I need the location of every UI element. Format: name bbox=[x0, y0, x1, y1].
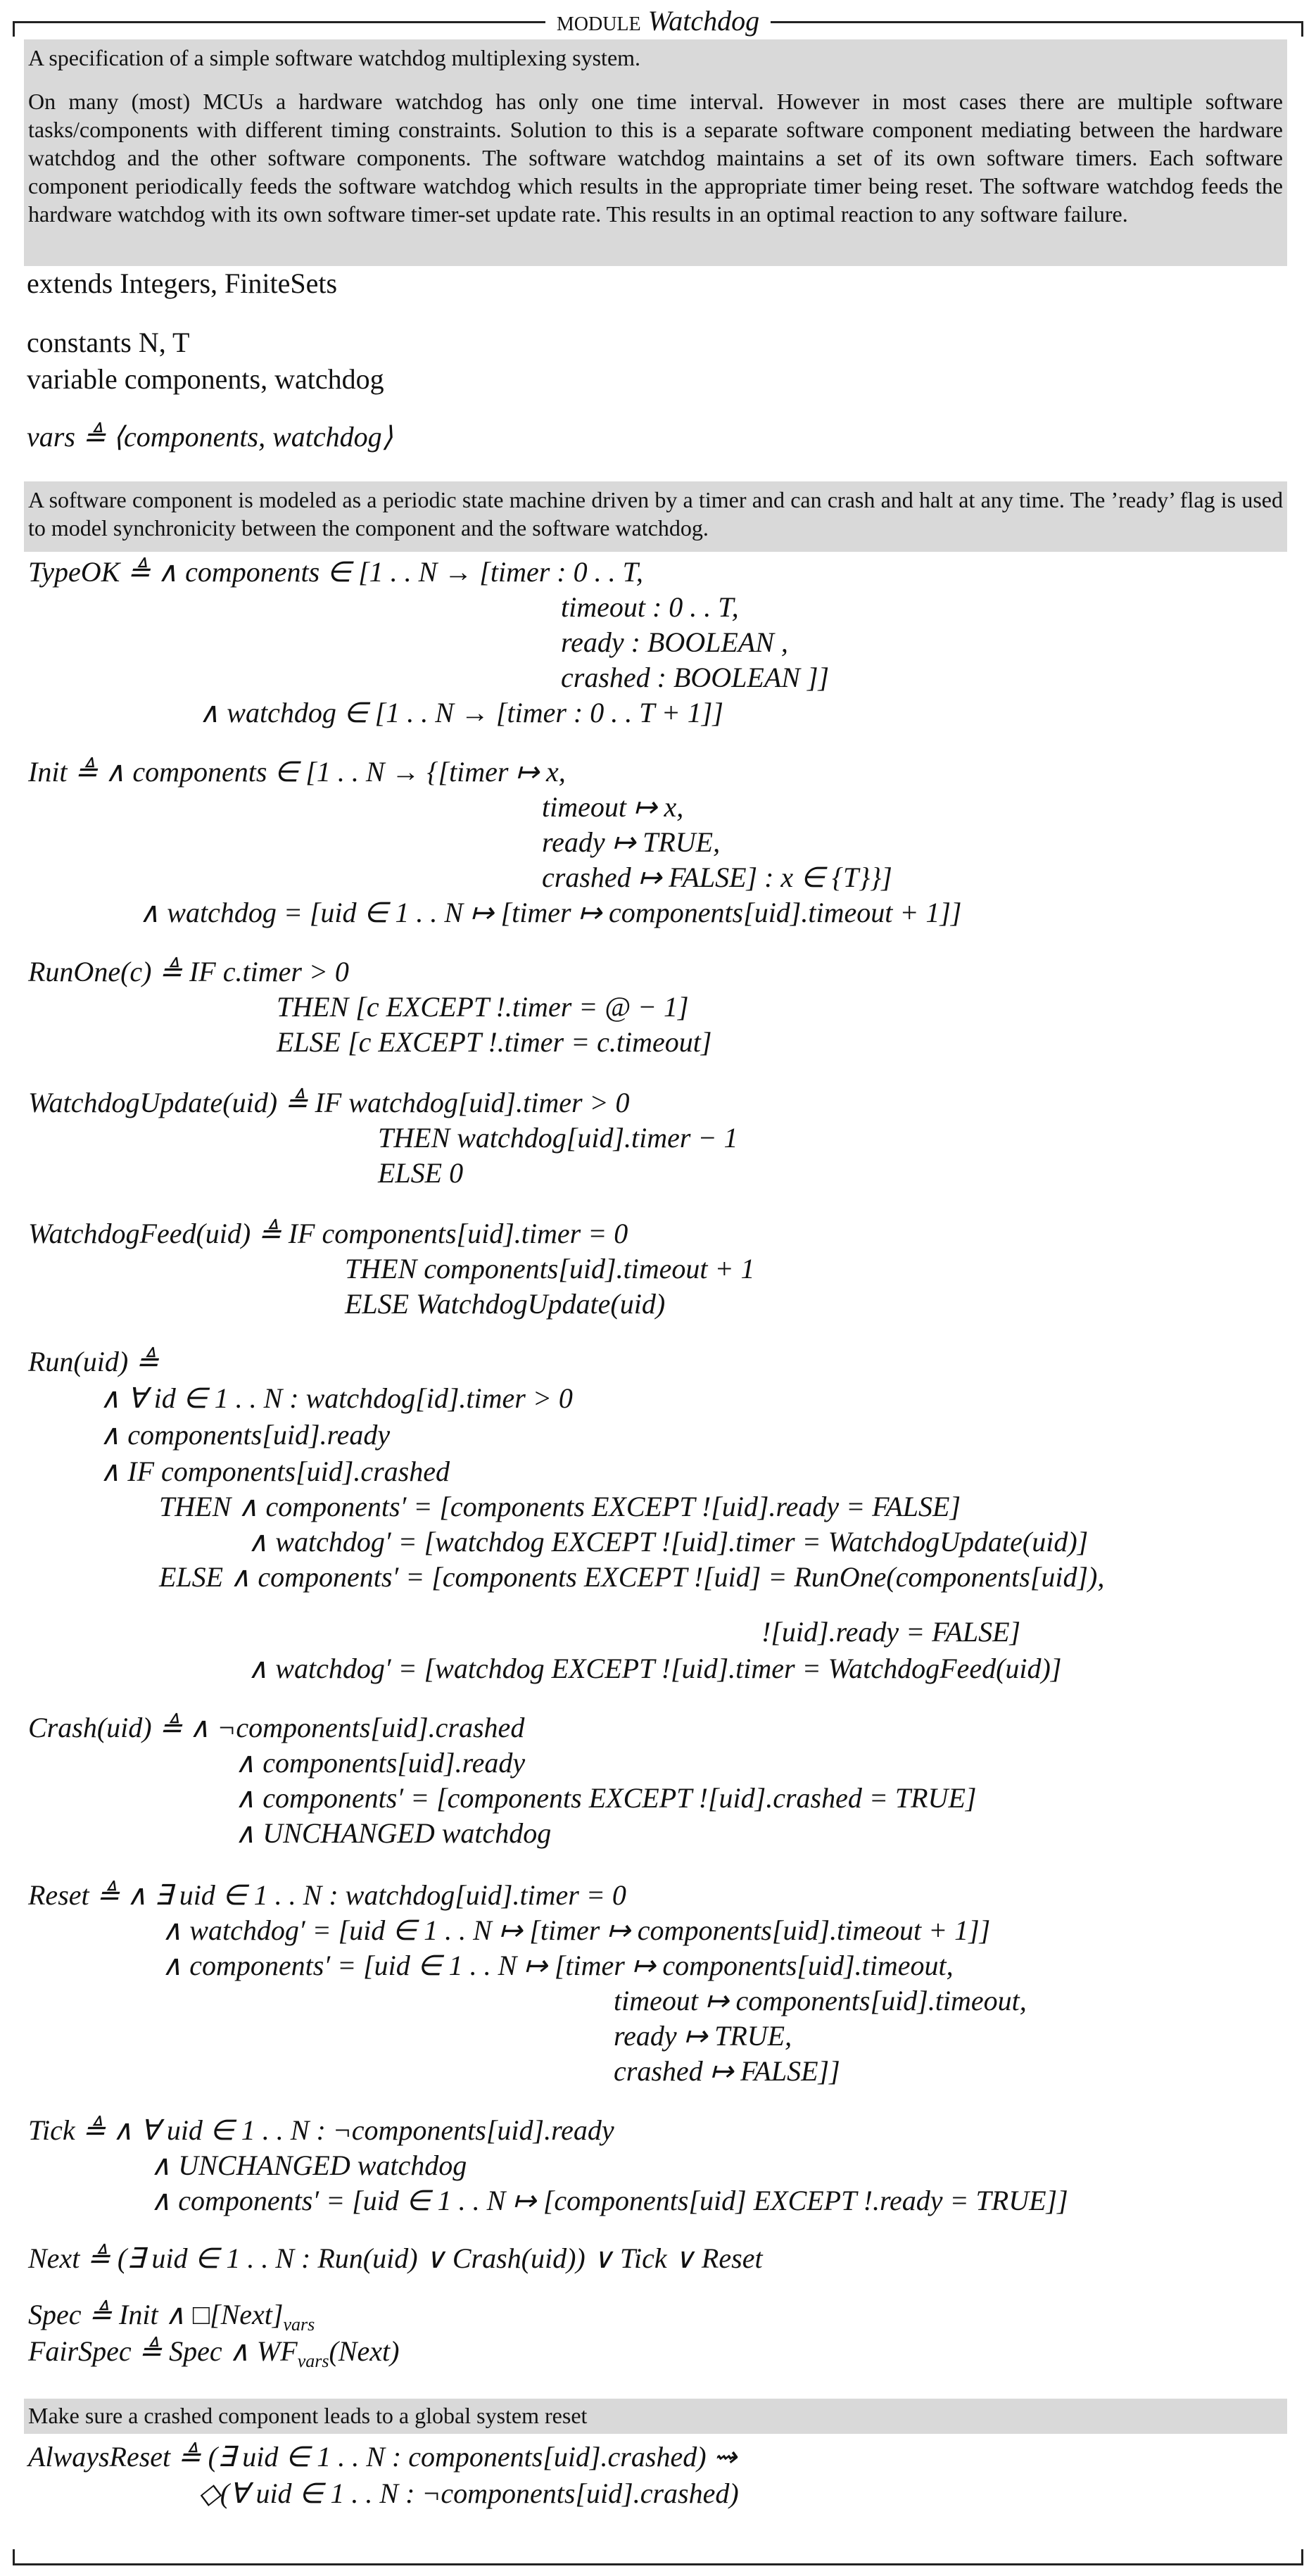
run-line-3: ∧ components[uid].ready bbox=[100, 1419, 391, 1451]
init-line-4: crashed ↦ FALSE] : x ∈ {T}}] bbox=[542, 861, 892, 893]
reset-comment-text: Make sure a crashed component leads to a global system reset bbox=[28, 2403, 588, 2428]
typeok-line-2: timeout : 0 . . T, bbox=[561, 591, 739, 623]
reset-line-5: ready ↦ TRUE, bbox=[614, 2020, 792, 2052]
module-name: Watchdog bbox=[647, 5, 760, 37]
run-line-9: ∧ watchdog′ = [watchdog EXCEPT ![uid].timer = WatchdogFeed(uid)] bbox=[248, 1653, 1062, 1684]
fairspec-main: FairSpec ≜ Spec ∧ WF bbox=[28, 2335, 298, 2367]
reset-comment bbox=[24, 2399, 1287, 2434]
wdfeed-line-1: WatchdogFeed(uid) ≜ IF components[uid].timer = 0 bbox=[28, 1218, 628, 1249]
wdfeed-line-3: ELSE WatchdogUpdate(uid) bbox=[345, 1288, 666, 1320]
wdfeed-line-2: THEN components[uid].timeout + 1 bbox=[345, 1253, 755, 1284]
crash-line-4: ∧ UNCHANGED watchdog bbox=[235, 1817, 552, 1849]
run-line-2: ∧ ∀ id ∈ 1 . . N : watchdog[id].timer > 0 bbox=[100, 1382, 573, 1414]
init-line-5: ∧ watchdog = [uid ∈ 1 . . N ↦ [timer ↦ components[uid].timeout + 1]] bbox=[139, 897, 962, 928]
reset-line-2: ∧ watchdog′ = [uid ∈ 1 . . N ↦ [timer ↦ components[uid].timeout + 1]] bbox=[162, 1914, 991, 1946]
typeok-line-5: ∧ watchdog ∈ [1 . . N → [timer : 0 . . T + 1]] bbox=[199, 697, 723, 728]
fairspec-def bbox=[28, 2334, 399, 2379]
reset-line-1: Reset ≜ ∧ ∃ uid ∈ 1 . . N : watchdog[uid].timer = 0 bbox=[28, 1879, 626, 1911]
run-line-1: Run(uid) ≜ bbox=[28, 1346, 159, 1377]
wdupdate-line-1: WatchdogUpdate(uid) ≜ IF watchdog[uid].timer > 0 bbox=[28, 1087, 630, 1118]
module-bottom-rule bbox=[13, 2563, 1303, 2565]
module-bottom-left-tick bbox=[13, 2549, 15, 2565]
constants-decl: constants N, T bbox=[27, 327, 190, 358]
typeok-line-1: TypeOK ≜ ∧ components ∈ [1 . . N → [timer : 0 . . T, bbox=[28, 556, 643, 588]
extends-decl: extends Integers, FiniteSets bbox=[27, 267, 338, 299]
intro-comment bbox=[24, 39, 1287, 266]
alwaysreset-line-1: AlwaysReset ≜ (∃ uid ∈ 1 . . N : components[uid].crashed) ⇝ bbox=[28, 2441, 738, 2473]
crash-line-3: ∧ components′ = [components EXCEPT ![uid].crashed = TRUE] bbox=[235, 1782, 977, 1814]
reset-line-6: crashed ↦ FALSE]] bbox=[614, 2055, 840, 2087]
typeok-line-4: crashed : BOOLEAN ]] bbox=[561, 662, 830, 693]
fairspec-tail: (Next) bbox=[329, 2335, 400, 2367]
alwaysreset-line-2: ◇(∀ uid ∈ 1 . . N : ¬components[uid].crashed) bbox=[198, 2477, 739, 2509]
init-line-2: timeout ↦ x, bbox=[542, 791, 684, 823]
spec-main: Spec ≜ Init ∧ □[Next] bbox=[28, 2299, 284, 2330]
run-line-7: ELSE ∧ components′ = [components EXCEPT ![uid] = RunOne(components[uid]), bbox=[159, 1561, 1105, 1593]
runone-line-2: THEN [c EXCEPT !.timer = @ − 1] bbox=[277, 991, 689, 1023]
spec-subscript: vars bbox=[283, 2314, 315, 2335]
reset-line-4: timeout ↦ components[uid].timeout, bbox=[614, 1985, 1027, 2016]
component-comment bbox=[24, 481, 1287, 552]
crash-line-1: Crash(uid) ≜ ∧ ¬components[uid].crashed bbox=[28, 1712, 525, 1743]
module-header bbox=[0, 1, 1316, 41]
intro-comment-paragraph: On many (most) MCUs a hardware watchdog has only one time interval. However in most cases there are multiple software tasks/components with different timing constraints. Solution to this is a separate software component mediating between the hardware watchdog and the other software components. The software watchdog maintains a set of its own software timers. Each software component periodically feeds the software watchdog which results in the appropriate timer being reset. The software watchdog feeds the hardware watchdog with its own software timer-set update rate. This results in an optimal reaction to any software failure. bbox=[28, 89, 1283, 227]
next-def: Next ≜ (∃ uid ∈ 1 . . N : Run(uid) ∨ Crash(uid)) ∨ Tick ∨ Reset bbox=[28, 2242, 763, 2274]
tick-line-2: ∧ UNCHANGED watchdog bbox=[151, 2149, 467, 2181]
wdupdate-line-2: THEN watchdog[uid].timer − 1 bbox=[378, 1122, 738, 1154]
crash-line-2: ∧ components[uid].ready bbox=[235, 1747, 526, 1779]
intro-comment-line: A specification of a simple software watchdog multiplexing system. bbox=[28, 45, 641, 70]
vars-def: vars ≜ ⟨components, watchdog⟩ bbox=[27, 421, 393, 453]
init-line-1: Init ≜ ∧ components ∈ [1 . . N → {[timer ↦ x, bbox=[28, 756, 566, 788]
runone-line-1: RunOne(c) ≜ IF c.timer > 0 bbox=[28, 956, 349, 987]
fairspec-subscript: vars bbox=[297, 2351, 329, 2371]
run-line-8: ![uid].ready = FALSE] bbox=[761, 1616, 1021, 1648]
tick-line-1: Tick ≜ ∧ ∀ uid ∈ 1 . . N : ¬components[uid].ready bbox=[28, 2114, 614, 2146]
reset-line-3: ∧ components′ = [uid ∈ 1 . . N ↦ [timer ↦ components[uid].timeout, bbox=[162, 1950, 954, 1981]
module-bottom-right-tick bbox=[1301, 2549, 1303, 2565]
module-keyword: module bbox=[556, 5, 641, 37]
component-comment-text: A software component is modeled as a periodic state machine driven by a timer and can crash and halt at any time. The ’ready’ flag is used to model synchronicity between the component and the software watchdog. bbox=[28, 487, 1283, 541]
runone-line-3: ELSE [c EXCEPT !.timer = c.timeout] bbox=[277, 1026, 712, 1058]
variable-decl: variable components, watchdog bbox=[27, 363, 384, 395]
run-line-5: THEN ∧ components′ = [components EXCEPT ![uid].ready = FALSE] bbox=[159, 1491, 961, 1522]
wdupdate-line-3: ELSE 0 bbox=[378, 1157, 464, 1189]
run-line-6: ∧ watchdog′ = [watchdog EXCEPT ![uid].timer = WatchdogUpdate(uid)] bbox=[248, 1526, 1089, 1558]
tick-line-3: ∧ components′ = [uid ∈ 1 . . N ↦ [components[uid] EXCEPT !.ready = TRUE]] bbox=[151, 2185, 1068, 2216]
run-line-4: ∧ IF components[uid].crashed bbox=[100, 1456, 450, 1487]
typeok-line-3: ready : BOOLEAN , bbox=[561, 626, 788, 658]
init-line-3: ready ↦ TRUE, bbox=[542, 826, 721, 858]
